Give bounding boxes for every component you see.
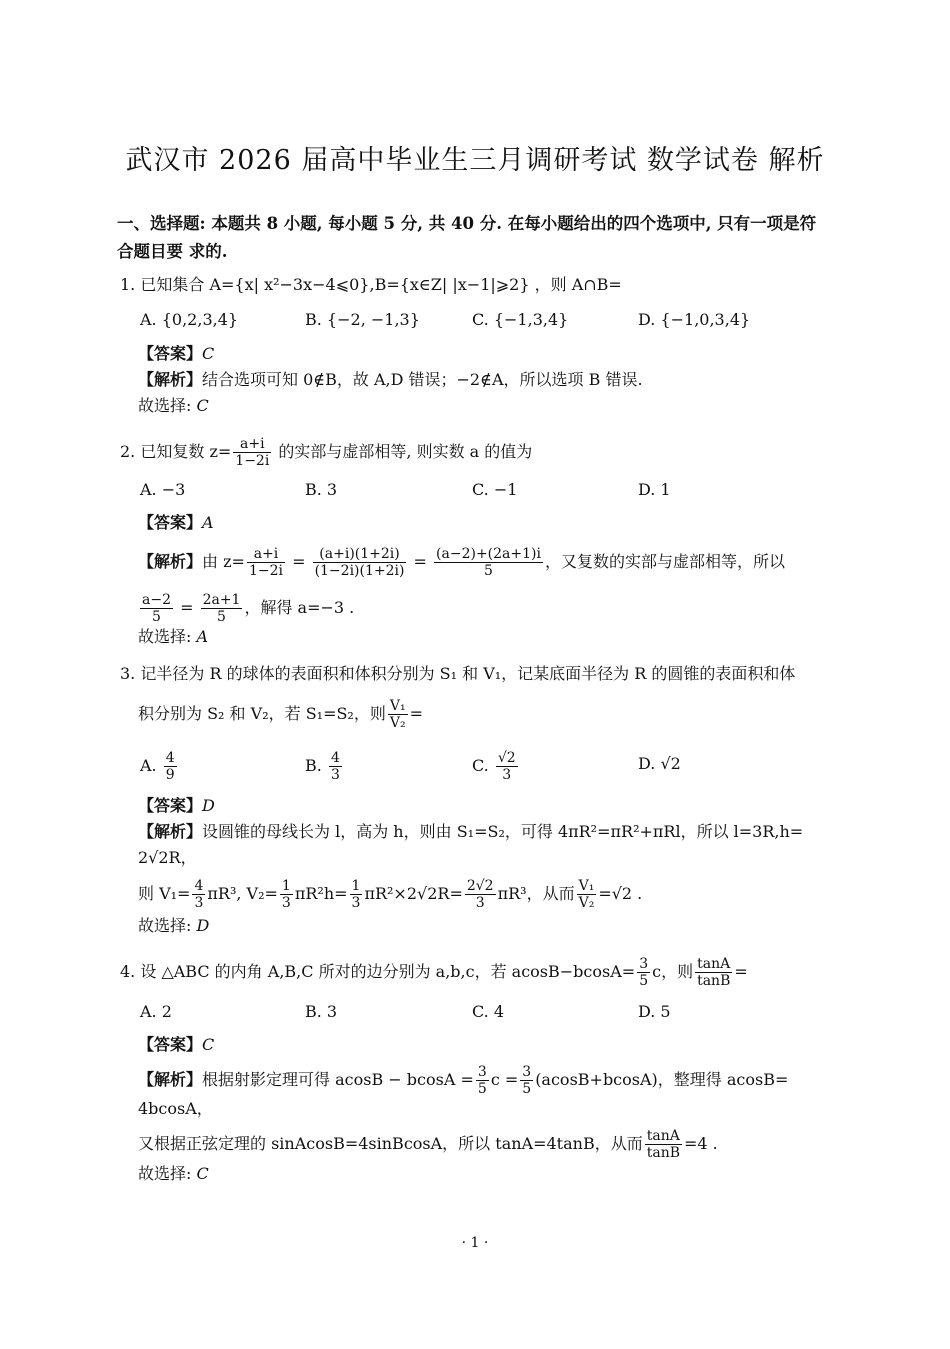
numerator: (a−2)+(2a+1)i [436,546,541,562]
q2-answer [138,512,214,534]
denominator: V₂ [389,715,406,731]
answer-label: 【答案】 [138,1035,203,1054]
q3-stem-line1: 3. 记半径为 R 的球体的表面积和体积分别为 S₁ 和 V₁，记某底面半径为 R 的圆锥的表面积和体 [120,664,796,683]
q4-option-b: B. 3 [305,1002,338,1021]
q4-stem [120,956,748,989]
q3-option-d [638,754,681,773]
analysis-label: 【解析】 [138,1070,203,1089]
q4-choose-value: C [196,1164,209,1183]
answer-label: 【答案】 [138,796,203,815]
q1-answer-value: C [202,344,215,363]
numerator: (a+i)(1+2i) [313,546,407,563]
numerator: tanA [645,1128,682,1145]
fraction [496,750,518,783]
section-heading-line2: 合题目要 求的. [117,242,228,261]
fraction [476,1064,489,1097]
q4-a1-pre: 根据射影定理可得 acosB − bcosA = [202,1070,474,1089]
q3-stem-line2 [138,698,423,731]
q2-stem-pre: 2. 已知复数 z= [120,442,232,461]
denominator: 9 [165,767,175,783]
q1-analysis [138,369,643,391]
q3-analysis-text1: 设圆锥的母线长为 l，高为 h，则由 S₁=S₂，可得 4πR²=πR²+πRl，所以 l=3R,h= [202,822,804,841]
q1-analysis-text: 结合选项可知 0∉B，故 A,D 错误；−2∉A，所以选项 B 错误. [202,370,643,389]
q3-choose [138,915,209,937]
numerator: 3 [639,956,649,972]
q2-answer-value: A [202,513,214,532]
q1-option-d: D. {−1,0,3,4} [638,310,751,329]
numerator: 1 [281,878,291,894]
q4-option-a: A. 2 [140,1002,172,1021]
fraction [350,878,363,911]
numerator: a+i [233,436,271,453]
numerator: a+i [247,546,285,563]
denominator: 3 [502,767,512,783]
numerator: tanA [695,956,732,973]
q4-stem-mid: c，则 [652,962,694,981]
q3-a3-m3: πR²×2√2R= [364,884,463,903]
q3-analysis-line1 [138,821,803,843]
numerator: 4 [194,878,204,894]
fraction [577,878,597,911]
q3-a3-post: =√2 . [598,884,643,903]
choose-label: 故选择: [138,916,197,935]
q4-answer-value: C [202,1035,215,1054]
fraction [192,878,205,911]
q4-option-d: D. 5 [638,1002,671,1021]
q1-stem: 1. 已知集合 A={x| x²−3x−4⩽0},B={x∈Z| |x−1|⩾2} ，则 A∩B= [120,275,622,294]
denominator: 3 [194,895,204,911]
fraction [465,878,496,911]
denominator: 5 [152,609,161,625]
fraction [520,1064,533,1097]
q2-analysis-line2: $\frac{a-2}{5}$ = $\frac{2a+1}{5}$ ，解得 a=−3 . [142,592,355,625]
page-number: · 1 · [461,1235,489,1251]
q2-option-c: C. −1 [472,480,518,499]
q2-option-a: A. −3 [140,480,186,499]
q3-stem-pre: 积分别为 S₂ 和 V₂，若 S₁=S₂，则 [138,704,386,723]
q4-analysis-line2: 4bcosA， [138,1099,213,1118]
denominator: 1−2i [235,453,270,469]
denominator: V₂ [578,895,595,911]
fraction [388,698,408,731]
fraction [329,750,342,783]
q3-choose-value: D [196,916,210,935]
q2-option-b: B. 3 [305,480,338,499]
denominator: 5 [484,563,493,579]
denominator: 3 [281,895,291,911]
numerator: 2√2 [466,878,494,894]
q2-option-d: D. 1 [638,480,671,499]
choose-label: 故选择: [138,627,197,646]
denominator: 1−2i [248,563,283,579]
q3-a3-pre: 则 V₁= [138,884,191,903]
answer-label: 【答案】 [138,344,203,363]
fraction [164,750,177,783]
q1-option-b: B. {−2, −1,3} [305,310,420,329]
analysis-label: 【解析】 [138,822,203,841]
fraction [247,546,285,579]
q3-answer-value: D [202,796,215,815]
q3-a3-m4: πR³，从而 [497,884,575,903]
numerator: 3 [477,1064,487,1080]
q2-choose-value: A [196,627,209,646]
denominator: 3 [475,895,485,911]
denominator: 5 [477,1081,487,1097]
fraction [280,878,293,911]
q2-analysis-post: ，又复数的实部与虚部相等，所以 [544,552,785,571]
option-letter: B. [305,756,327,775]
q3-option-b [305,750,344,783]
choose-label: 故选择: [138,396,197,415]
q3-a3-m2: πR²h= [294,884,348,903]
numerator: a−2 [142,592,171,608]
q3-option-a [140,750,179,783]
q4-stem-pre: 4. 设 △ABC 的内角 A,B,C 所对的边分别为 a,b,c，若 acosB−bcosA= [120,962,636,981]
q3-answer [138,795,215,817]
q4-a1-mid: c = [490,1070,519,1089]
denominator: tanB [697,973,731,989]
q4-analysis-line3 [138,1128,718,1161]
fraction [695,956,732,989]
fraction [140,592,173,625]
q1-option-a: A. {0,2,3,4} [140,310,239,329]
q3-analysis-line3 [138,878,642,911]
answer-label: 【答案】 [138,513,203,532]
fraction [313,546,407,579]
q4-option-c: C. 4 [472,1002,505,1021]
numerator: V₁ [389,698,406,714]
q1-answer [138,343,214,365]
q4-a3-post: =4 . [684,1134,718,1153]
option-letter: A. [140,756,162,775]
denominator: 3 [330,767,340,783]
section-heading [117,210,847,266]
q4-choose [138,1163,209,1185]
q2-stem [120,436,532,469]
q4-a1-post: (acosB+bcosA)，整理得 acosB= [535,1070,789,1089]
q3-analysis-line2: 2√2R， [138,848,197,867]
denominator: (1−2i)(1+2i) [314,563,405,579]
numerator: 4 [330,750,340,766]
denominator: 5 [639,973,649,989]
q1-choose [138,395,209,417]
q2-analysis-pre: 由 z= [202,552,245,571]
q4-analysis-line1 [138,1064,788,1097]
analysis-label: 【解析】 [138,370,203,389]
q2-analysis-line1: 【解析】由 z= $\frac{a+i}{1-2i}$ = $\frac{(a+i)(1+2i)}{(1-2i)(1+2i)}$ = $\frac{(a-2)+(2a+1)i}{5}$ ，又复数的实部与虚部相等，所以 [138,546,785,579]
numerator: √2 [497,750,516,766]
fraction [434,546,543,579]
q1-choose-value: C [196,396,209,415]
numerator: 3 [522,1064,532,1080]
q4-answer [138,1034,214,1056]
q3-option-c [472,750,520,783]
q2-stem-post: 的实部与虚部相等, 则实数 a 的值为 [273,442,533,461]
option-text: √2 [660,754,681,773]
q2-stem-fraction [233,436,271,469]
denominator: 5 [217,609,226,625]
q2-analysis-post2: ，解得 a=−3 . [244,598,355,617]
q2-choose [138,626,208,648]
option-letter: C. [472,756,494,775]
numerator: 4 [165,750,175,766]
section-heading-line1: 一、选择题: 本题共 8 小题, 每小题 5 分, 共 40 分. 在每小题给出的四个选项中, 只有一项是符 [117,214,817,233]
denominator: 5 [522,1081,532,1097]
q1-option-c: C. {−1,3,4} [472,310,569,329]
q3-a3-m1: πR³, V₂= [207,884,278,903]
numerator: 2a+1 [202,592,241,608]
numerator: 1 [351,878,361,894]
fraction [637,956,650,989]
fraction [645,1128,682,1161]
analysis-label: 【解析】 [138,552,203,571]
choose-label: 故选择: [138,1164,197,1183]
denominator: tanB [646,1145,680,1161]
q4-stem-post: = [734,962,748,981]
page-title: 武汉市 2026 届高中毕业生三月调研考试 数学试卷 解析 [125,145,825,176]
denominator: 3 [351,895,361,911]
fraction [201,592,243,625]
q4-a3-pre: 又根据正弦定理的 sinAcosB=4sinBcosA，所以 tanA=4tanB，从而 [138,1134,643,1153]
numerator: V₁ [578,878,595,894]
option-letter: D. [638,754,661,773]
q3-stem-post: = [409,704,423,723]
